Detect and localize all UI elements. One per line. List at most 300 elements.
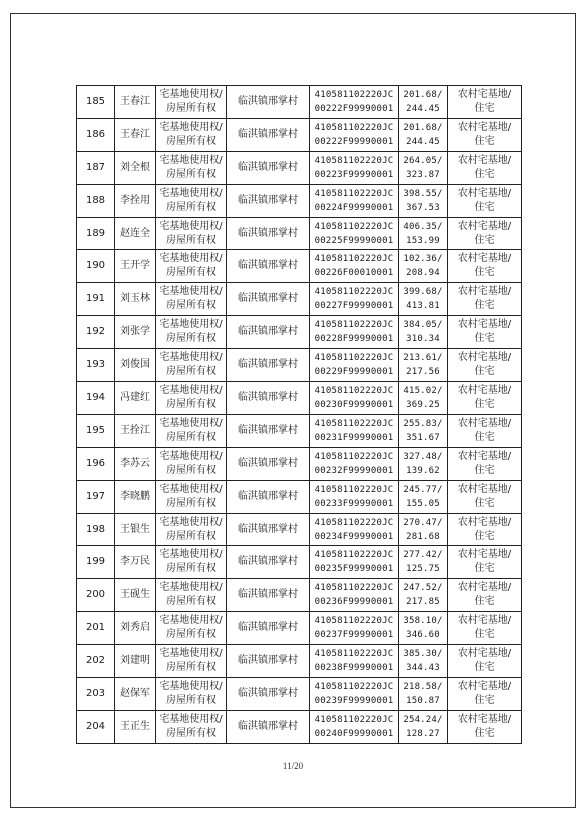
land-use-cell-line: 农村宅基地/ xyxy=(457,220,512,232)
location-cell xyxy=(227,382,310,415)
parcel-code-cell xyxy=(310,579,399,612)
table-row xyxy=(77,250,522,283)
right-type-cell xyxy=(156,447,227,480)
location-cell xyxy=(227,250,310,283)
owner-name-cell-line: 刘俊国 xyxy=(120,359,150,371)
land-use-cell xyxy=(448,710,522,743)
parcel-code-cell-line: 00238F99990001 xyxy=(314,663,394,674)
parcel-code-cell-line: 00230F99990001 xyxy=(314,399,394,410)
row-number-cell-line: 202 xyxy=(85,655,106,667)
location-cell-line: 临淇镇邢掌村 xyxy=(238,95,298,107)
parcel-code-cell xyxy=(310,513,399,546)
table-row xyxy=(77,710,522,743)
row-number-cell xyxy=(77,612,115,645)
location-cell xyxy=(227,118,310,151)
row-number-cell-line: 193 xyxy=(85,359,106,371)
parcel-code-cell-line: 410581102220JC xyxy=(314,681,394,692)
area-cell-line: 369.25 xyxy=(406,399,440,410)
parcel-code-cell xyxy=(310,382,399,415)
right-type-cell-line: 房屋所有权 xyxy=(166,662,216,674)
table-row xyxy=(77,316,522,349)
land-use-cell-line: 农村宅基地/ xyxy=(457,319,512,331)
area-cell-line: 358.10/ xyxy=(403,616,443,627)
right-type-cell-line: 房屋所有权 xyxy=(166,727,216,739)
row-number-cell xyxy=(77,678,115,711)
area-cell xyxy=(399,678,448,711)
row-number-cell-line: 204 xyxy=(85,720,106,732)
right-type-cell-line: 宅基地使用权/ xyxy=(159,648,223,660)
area-cell-line: 398.55/ xyxy=(403,188,443,199)
owner-name-cell xyxy=(115,710,156,743)
right-type-cell-line: 宅基地使用权/ xyxy=(159,88,223,100)
parcel-code-cell-line: 410581102220JC xyxy=(314,583,394,594)
parcel-code-cell xyxy=(310,184,399,217)
parcel-code-cell-line: 410581102220JC xyxy=(314,385,394,396)
location-cell-line: 临淇镇邢掌村 xyxy=(238,490,298,502)
owner-name-cell-line: 冯建红 xyxy=(120,391,150,403)
parcel-code-cell-line: 410581102220JC xyxy=(314,451,394,462)
area-cell-line: 399.68/ xyxy=(403,287,443,298)
owner-name-cell-line: 刘建明 xyxy=(120,655,150,667)
owner-name-cell-line: 赵保军 xyxy=(120,687,150,699)
land-use-cell xyxy=(448,678,522,711)
land-use-cell xyxy=(448,184,522,217)
area-cell-line: 346.60 xyxy=(406,630,440,641)
row-number-cell-line: 185 xyxy=(85,95,106,107)
row-number-cell xyxy=(77,710,115,743)
location-cell-line: 临淇镇邢掌村 xyxy=(238,523,298,535)
area-cell-line: 351.67 xyxy=(406,432,440,443)
land-use-cell-line: 农村宅基地/ xyxy=(457,680,512,692)
land-use-cell xyxy=(448,612,522,645)
land-use-cell-line: 农村宅基地/ xyxy=(457,187,512,199)
owner-name-cell xyxy=(115,513,156,546)
location-cell-line: 临淇镇邢掌村 xyxy=(238,457,298,469)
parcel-code-cell-line: 410581102220JC xyxy=(314,418,394,429)
table-row xyxy=(77,645,522,678)
land-use-cell-line: 住宅 xyxy=(474,431,495,443)
row-number-cell-line: 190 xyxy=(85,260,106,272)
right-type-cell-line: 宅基地使用权/ xyxy=(159,253,223,265)
row-number-cell-line: 198 xyxy=(85,523,106,535)
right-type-cell-line: 宅基地使用权/ xyxy=(159,187,223,199)
row-number-cell xyxy=(77,184,115,217)
right-type-cell-line: 宅基地使用权/ xyxy=(159,121,223,133)
location-cell-line: 临淇镇邢掌村 xyxy=(238,655,298,667)
right-type-cell xyxy=(156,480,227,513)
parcel-code-cell-line: 00229F99990001 xyxy=(314,367,394,378)
right-type-cell-line: 房屋所有权 xyxy=(166,234,216,246)
right-type-cell-line: 宅基地使用权/ xyxy=(159,549,223,561)
parcel-code-cell xyxy=(310,480,399,513)
right-type-cell-line: 宅基地使用权/ xyxy=(159,319,223,331)
owner-name-cell-line: 李拴用 xyxy=(120,194,150,206)
right-type-cell-line: 宅基地使用权/ xyxy=(159,450,223,462)
row-number-cell xyxy=(77,513,115,546)
parcel-code-cell-line: 410581102220JC xyxy=(314,714,394,725)
row-number-cell-line: 195 xyxy=(85,424,106,436)
land-use-cell-line: 住宅 xyxy=(474,694,495,706)
land-use-cell-line: 住宅 xyxy=(474,596,495,608)
row-number-cell xyxy=(77,645,115,678)
parcel-code-cell-line: 00236F99990001 xyxy=(314,597,394,608)
area-cell-line: 245.77/ xyxy=(403,484,443,495)
row-number-cell xyxy=(77,447,115,480)
land-use-cell-line: 住宅 xyxy=(474,497,495,509)
parcel-code-cell xyxy=(310,447,399,480)
owner-name-cell xyxy=(115,579,156,612)
parcel-code-cell-line: 410581102220JC xyxy=(314,616,394,627)
area-cell xyxy=(399,283,448,316)
owner-name-cell-line: 李晓鹏 xyxy=(120,490,150,502)
parcel-code-cell-line: 00234F99990001 xyxy=(314,531,394,542)
right-type-cell xyxy=(156,645,227,678)
owner-name-cell xyxy=(115,316,156,349)
parcel-code-cell-line: 00239F99990001 xyxy=(314,695,394,706)
area-cell xyxy=(399,612,448,645)
table-row xyxy=(77,86,522,119)
table-row xyxy=(77,612,522,645)
right-type-cell-line: 宅基地使用权/ xyxy=(159,154,223,166)
area-cell-line: 102.36/ xyxy=(403,254,443,265)
row-number-cell xyxy=(77,382,115,415)
area-cell-line: 255.83/ xyxy=(403,418,443,429)
right-type-cell-line: 房屋所有权 xyxy=(166,201,216,213)
owner-name-cell-line: 刘全根 xyxy=(120,161,150,173)
area-cell-line: 128.27 xyxy=(406,728,440,739)
location-cell xyxy=(227,217,310,250)
row-number-cell-line: 199 xyxy=(85,556,106,568)
land-use-cell xyxy=(448,546,522,579)
row-number-cell-line: 189 xyxy=(85,227,106,239)
area-cell-line: 413.81 xyxy=(406,301,440,312)
owner-name-cell-line: 刘玉林 xyxy=(120,293,150,305)
location-cell xyxy=(227,349,310,382)
right-type-cell-line: 宅基地使用权/ xyxy=(159,384,223,396)
owner-name-cell-line: 王开学 xyxy=(120,260,150,272)
owner-name-cell xyxy=(115,283,156,316)
parcel-code-cell-line: 00233F99990001 xyxy=(314,498,394,509)
location-cell xyxy=(227,513,310,546)
right-type-cell xyxy=(156,382,227,415)
land-use-cell-line: 住宅 xyxy=(474,727,495,739)
location-cell-line: 临淇镇邢掌村 xyxy=(238,293,298,305)
land-use-cell-line: 住宅 xyxy=(474,662,495,674)
parcel-code-cell-line: 00222F99990001 xyxy=(314,103,394,114)
right-type-cell-line: 房屋所有权 xyxy=(166,300,216,312)
land-use-cell xyxy=(448,447,522,480)
parcel-code-cell xyxy=(310,414,399,447)
table-row xyxy=(77,447,522,480)
land-use-cell-line: 住宅 xyxy=(474,201,495,213)
table-row xyxy=(77,283,522,316)
location-cell-line: 临淇镇邢掌村 xyxy=(238,128,298,140)
row-number-cell xyxy=(77,283,115,316)
right-type-cell-line: 房屋所有权 xyxy=(166,398,216,410)
location-cell-line: 临淇镇邢掌村 xyxy=(238,161,298,173)
land-use-cell-line: 农村宅基地/ xyxy=(457,154,512,166)
location-cell xyxy=(227,151,310,184)
row-number-cell-line: 197 xyxy=(85,490,106,502)
land-use-cell xyxy=(448,86,522,119)
owner-name-cell-line: 赵连全 xyxy=(120,227,150,239)
area-cell-line: 218.58/ xyxy=(403,681,443,692)
land-use-cell-line: 农村宅基地/ xyxy=(457,483,512,495)
table-row xyxy=(77,480,522,513)
owner-name-cell xyxy=(115,645,156,678)
row-number-cell xyxy=(77,349,115,382)
land-use-cell-line: 农村宅基地/ xyxy=(457,648,512,660)
location-cell xyxy=(227,710,310,743)
row-number-cell-line: 203 xyxy=(85,687,106,699)
right-type-cell-line: 宅基地使用权/ xyxy=(159,680,223,692)
location-cell xyxy=(227,283,310,316)
area-cell-line: 385.30/ xyxy=(403,649,443,660)
land-use-cell-line: 农村宅基地/ xyxy=(457,286,512,298)
area-cell-line: 244.45 xyxy=(406,136,440,147)
parcel-code-cell xyxy=(310,151,399,184)
owner-name-cell-line: 王拴江 xyxy=(120,424,150,436)
area-cell xyxy=(399,184,448,217)
parcel-code-cell xyxy=(310,710,399,743)
land-use-cell-line: 农村宅基地/ xyxy=(457,713,512,725)
right-type-cell-line: 宅基地使用权/ xyxy=(159,516,223,528)
area-cell xyxy=(399,447,448,480)
parcel-code-cell xyxy=(310,612,399,645)
page-number: 11/20 xyxy=(282,761,304,771)
parcel-code-cell-line: 00226F00010001 xyxy=(314,268,394,279)
right-type-cell-line: 房屋所有权 xyxy=(166,596,216,608)
location-cell-line: 临淇镇邢掌村 xyxy=(238,391,298,403)
area-cell-line: 310.34 xyxy=(406,334,440,345)
table-row xyxy=(77,513,522,546)
parcel-code-cell xyxy=(310,678,399,711)
owner-name-cell-line: 李苏云 xyxy=(120,457,150,469)
area-cell-line: 217.56 xyxy=(406,367,440,378)
area-cell-line: 277.42/ xyxy=(403,550,443,561)
land-use-cell xyxy=(448,382,522,415)
land-use-cell xyxy=(448,151,522,184)
right-type-cell-line: 房屋所有权 xyxy=(166,168,216,180)
land-use-cell xyxy=(448,250,522,283)
row-number-cell-line: 192 xyxy=(85,326,106,338)
land-use-cell-line: 农村宅基地/ xyxy=(457,121,512,133)
land-use-cell-line: 农村宅基地/ xyxy=(457,352,512,364)
parcel-code-cell-line: 410581102220JC xyxy=(314,550,394,561)
right-type-cell-line: 宅基地使用权/ xyxy=(159,615,223,627)
right-type-cell xyxy=(156,283,227,316)
location-cell xyxy=(227,447,310,480)
right-type-cell-line: 宅基地使用权/ xyxy=(159,483,223,495)
owner-name-cell xyxy=(115,414,156,447)
owner-name-cell xyxy=(115,480,156,513)
owner-name-cell xyxy=(115,217,156,250)
location-cell xyxy=(227,546,310,579)
right-type-cell-line: 房屋所有权 xyxy=(166,629,216,641)
area-cell xyxy=(399,382,448,415)
land-use-cell-line: 住宅 xyxy=(474,267,495,279)
area-cell-line: 201.68/ xyxy=(403,89,443,100)
parcel-code-cell-line: 410581102220JC xyxy=(314,353,394,364)
parcel-code-cell-line: 410581102220JC xyxy=(314,254,394,265)
land-use-cell-line: 农村宅基地/ xyxy=(457,253,512,265)
location-cell-line: 临淇镇邢掌村 xyxy=(238,589,298,601)
right-type-cell xyxy=(156,612,227,645)
table-row xyxy=(77,382,522,415)
location-cell xyxy=(227,480,310,513)
right-type-cell-line: 宅基地使用权/ xyxy=(159,286,223,298)
area-cell-line: 344.43 xyxy=(406,663,440,674)
parcel-code-cell xyxy=(310,283,399,316)
right-type-cell xyxy=(156,678,227,711)
right-type-cell xyxy=(156,86,227,119)
row-number-cell xyxy=(77,217,115,250)
parcel-code-cell xyxy=(310,349,399,382)
land-use-cell-line: 农村宅基地/ xyxy=(457,88,512,100)
area-cell-line: 367.53 xyxy=(406,202,440,213)
location-cell-line: 临淇镇邢掌村 xyxy=(238,687,298,699)
right-type-cell-line: 宅基地使用权/ xyxy=(159,713,223,725)
row-number-cell-line: 201 xyxy=(85,622,106,634)
parcel-code-cell xyxy=(310,316,399,349)
parcel-code-cell-line: 00232F99990001 xyxy=(314,465,394,476)
area-cell xyxy=(399,217,448,250)
registration-table xyxy=(76,85,522,744)
land-use-cell-line: 农村宅基地/ xyxy=(457,549,512,561)
area-cell-line: 244.45 xyxy=(406,103,440,114)
parcel-code-cell-line: 410581102220JC xyxy=(314,517,394,528)
land-use-cell-line: 农村宅基地/ xyxy=(457,516,512,528)
parcel-code-cell-line: 410581102220JC xyxy=(314,649,394,660)
parcel-code-cell xyxy=(310,217,399,250)
row-number-cell-line: 196 xyxy=(85,457,106,469)
area-cell-line: 125.75 xyxy=(406,564,440,575)
area-cell xyxy=(399,118,448,151)
area-cell xyxy=(399,250,448,283)
right-type-cell-line: 房屋所有权 xyxy=(166,366,216,378)
area-cell-line: 281.68 xyxy=(406,531,440,542)
owner-name-cell-line: 王春江 xyxy=(120,128,150,140)
right-type-cell xyxy=(156,710,227,743)
right-type-cell xyxy=(156,316,227,349)
parcel-code-cell-line: 410581102220JC xyxy=(314,188,394,199)
area-cell xyxy=(399,513,448,546)
right-type-cell xyxy=(156,414,227,447)
area-cell-line: 217.85 xyxy=(406,597,440,608)
table-row xyxy=(77,546,522,579)
land-use-cell-line: 农村宅基地/ xyxy=(457,417,512,429)
owner-name-cell xyxy=(115,447,156,480)
parcel-code-cell-line: 00235F99990001 xyxy=(314,564,394,575)
row-number-cell xyxy=(77,546,115,579)
land-use-cell-line: 农村宅基地/ xyxy=(457,384,512,396)
land-use-cell xyxy=(448,283,522,316)
owner-name-cell-line: 刘秀启 xyxy=(120,622,150,634)
location-cell-line: 临淇镇邢掌村 xyxy=(238,556,298,568)
land-use-cell xyxy=(448,645,522,678)
right-type-cell-line: 房屋所有权 xyxy=(166,497,216,509)
location-cell xyxy=(227,612,310,645)
row-number-cell-line: 191 xyxy=(85,293,106,305)
owner-name-cell xyxy=(115,184,156,217)
land-use-cell-line: 住宅 xyxy=(474,300,495,312)
area-cell-line: 139.62 xyxy=(406,465,440,476)
right-type-cell-line: 宅基地使用权/ xyxy=(159,417,223,429)
owner-name-cell xyxy=(115,151,156,184)
row-number-cell xyxy=(77,414,115,447)
row-number-cell xyxy=(77,480,115,513)
land-use-cell-line: 住宅 xyxy=(474,398,495,410)
land-use-cell-line: 农村宅基地/ xyxy=(457,582,512,594)
table-row xyxy=(77,184,522,217)
area-cell xyxy=(399,710,448,743)
right-type-cell xyxy=(156,579,227,612)
area-cell xyxy=(399,546,448,579)
right-type-cell-line: 房屋所有权 xyxy=(166,530,216,542)
location-cell xyxy=(227,414,310,447)
area-cell-line: 384.05/ xyxy=(403,320,443,331)
location-cell-line: 临淇镇邢掌村 xyxy=(238,194,298,206)
location-cell-line: 临淇镇邢掌村 xyxy=(238,260,298,272)
location-cell xyxy=(227,316,310,349)
right-type-cell-line: 房屋所有权 xyxy=(166,135,216,147)
land-use-cell-line: 住宅 xyxy=(474,234,495,246)
land-use-cell-line: 农村宅基地/ xyxy=(457,615,512,627)
row-number-cell xyxy=(77,250,115,283)
land-use-cell xyxy=(448,217,522,250)
area-cell-line: 201.68/ xyxy=(403,122,443,133)
area-cell-line: 208.94 xyxy=(406,268,440,279)
right-type-cell xyxy=(156,151,227,184)
table-row xyxy=(77,217,522,250)
parcel-code-cell xyxy=(310,546,399,579)
owner-name-cell xyxy=(115,678,156,711)
area-cell-line: 270.47/ xyxy=(403,517,443,528)
location-cell-line: 临淇镇邢掌村 xyxy=(238,227,298,239)
parcel-code-cell-line: 00222F99990001 xyxy=(314,136,394,147)
location-cell xyxy=(227,579,310,612)
row-number-cell xyxy=(77,86,115,119)
area-cell-line: 155.05 xyxy=(406,498,440,509)
owner-name-cell-line: 王银生 xyxy=(120,523,150,535)
location-cell-line: 临淇镇邢掌村 xyxy=(238,326,298,338)
parcel-code-cell xyxy=(310,118,399,151)
parcel-code-cell-line: 410581102220JC xyxy=(314,484,394,495)
area-cell-line: 264.05/ xyxy=(403,155,443,166)
right-type-cell-line: 宅基地使用权/ xyxy=(159,582,223,594)
parcel-code-cell xyxy=(310,250,399,283)
location-cell-line: 临淇镇邢掌村 xyxy=(238,424,298,436)
location-cell xyxy=(227,678,310,711)
area-cell xyxy=(399,86,448,119)
owner-name-cell xyxy=(115,382,156,415)
land-use-cell-line: 住宅 xyxy=(474,102,495,114)
table-row xyxy=(77,414,522,447)
table-row xyxy=(77,118,522,151)
land-use-cell xyxy=(448,118,522,151)
right-type-cell-line: 宅基地使用权/ xyxy=(159,220,223,232)
parcel-code-cell-line: 00240F99990001 xyxy=(314,728,394,739)
row-number-cell xyxy=(77,118,115,151)
location-cell-line: 临淇镇邢掌村 xyxy=(238,622,298,634)
parcel-code-cell-line: 410581102220JC xyxy=(314,287,394,298)
land-use-cell xyxy=(448,316,522,349)
parcel-code-cell-line: 00227F99990001 xyxy=(314,301,394,312)
right-type-cell-line: 房屋所有权 xyxy=(166,431,216,443)
area-cell-line: 327.48/ xyxy=(403,451,443,462)
right-type-cell xyxy=(156,513,227,546)
owner-name-cell-line: 李万民 xyxy=(120,556,150,568)
